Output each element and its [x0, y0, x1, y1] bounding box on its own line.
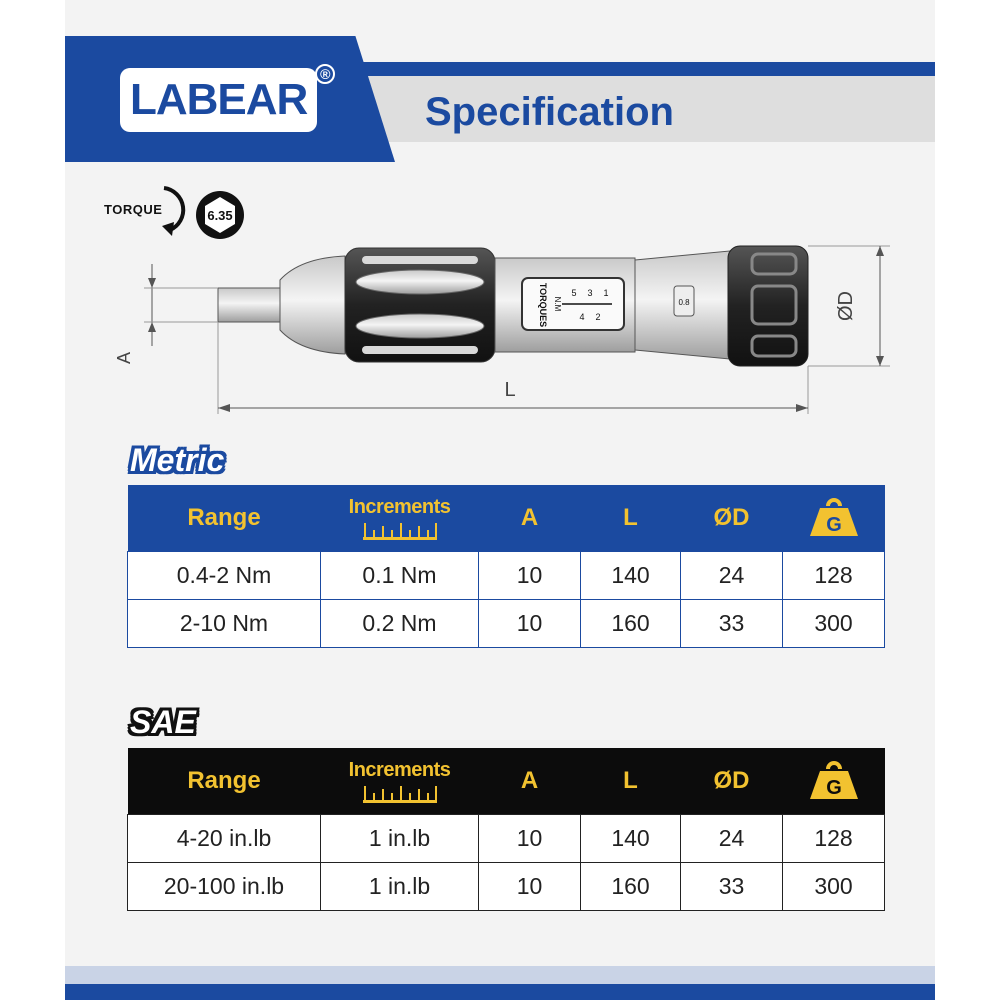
header-increments-label: Increments	[348, 758, 451, 781]
cell-l: 160	[581, 863, 681, 911]
cell-weight: 128	[783, 552, 885, 600]
dim-a-label: A	[114, 351, 134, 365]
cell-range: 0.4-2 Nm	[128, 552, 321, 600]
header-l: L	[581, 748, 681, 815]
tool-nose	[280, 256, 345, 354]
header-increments-label: Increments	[348, 495, 451, 518]
brand-logo	[120, 60, 340, 140]
cell-range: 2-10 Nm	[128, 600, 321, 648]
ruler-icon	[362, 521, 438, 541]
cap-badge: 0.8	[678, 298, 690, 307]
cell-l: 140	[581, 552, 681, 600]
torque-label: TORQUE	[104, 202, 163, 217]
registered-mark: ®	[315, 64, 335, 84]
cell-a: 10	[479, 552, 581, 600]
cell-increment: 0.2 Nm	[321, 600, 479, 648]
cell-weight: 300	[783, 863, 885, 911]
scale-tick-5: 5	[571, 288, 577, 298]
cell-l: 160	[581, 600, 681, 648]
table-row	[128, 552, 885, 600]
dim-l-label: L	[504, 379, 516, 401]
weight-unit: G	[825, 777, 842, 799]
cell-increment: 1 in.lb	[321, 863, 479, 911]
metric-section-label: Metric	[130, 442, 225, 478]
weight-icon	[808, 498, 860, 538]
header-range: Range	[128, 748, 321, 815]
cell-d: 33	[681, 863, 783, 911]
dim-d-label: ØD	[835, 291, 857, 321]
header-a: A	[479, 748, 581, 815]
tool-grip	[345, 248, 495, 362]
header-increments	[321, 748, 479, 815]
cell-d: 24	[681, 552, 783, 600]
cell-weight: 128	[783, 815, 885, 863]
drive-size-label: 6.35	[207, 208, 233, 223]
table-row	[128, 863, 885, 911]
ruler-icon	[362, 784, 438, 804]
cell-range: 4-20 in.lb	[128, 815, 321, 863]
brand-name: LABEAR	[130, 75, 308, 124]
header-a: A	[479, 485, 581, 552]
table-row	[128, 600, 885, 648]
scale-tick-3: 3	[587, 288, 593, 298]
weight-icon	[808, 761, 860, 801]
tool-diagram	[100, 230, 900, 430]
cell-d: 33	[681, 600, 783, 648]
header-range: Range	[128, 485, 321, 552]
tool-shaft	[218, 288, 280, 322]
sae-section-label: SAE	[130, 704, 196, 740]
footer-band-blue	[65, 984, 935, 1000]
metric-spec-table	[127, 485, 885, 648]
sae-spec-table	[127, 748, 885, 911]
cell-weight: 300	[783, 600, 885, 648]
header-d: ØD	[681, 485, 783, 552]
scale-tick-4: 4	[579, 312, 585, 322]
header-increments	[321, 485, 479, 552]
scale-tick-2: 2	[595, 312, 601, 322]
cell-a: 10	[479, 600, 581, 648]
header-weight	[783, 748, 885, 815]
weight-unit: G	[825, 514, 842, 536]
cell-a: 10	[479, 815, 581, 863]
header-l: L	[581, 485, 681, 552]
table-row	[128, 815, 885, 863]
cell-increment: 1 in.lb	[321, 815, 479, 863]
table-header-row	[128, 485, 885, 552]
scale-tick-1: 1	[603, 288, 609, 298]
cell-a: 10	[479, 863, 581, 911]
cell-range: 20-100 in.lb	[128, 863, 321, 911]
cell-l: 140	[581, 815, 681, 863]
scale-unit: N.M	[553, 296, 562, 312]
page-title: Specification	[425, 90, 674, 134]
table-header-row	[128, 748, 885, 815]
handle-label: TORQUES	[538, 282, 548, 328]
header-weight	[783, 485, 885, 552]
cell-increment: 0.1 Nm	[321, 552, 479, 600]
footer-band-light	[65, 966, 935, 984]
header-d: ØD	[681, 748, 783, 815]
cell-d: 24	[681, 815, 783, 863]
